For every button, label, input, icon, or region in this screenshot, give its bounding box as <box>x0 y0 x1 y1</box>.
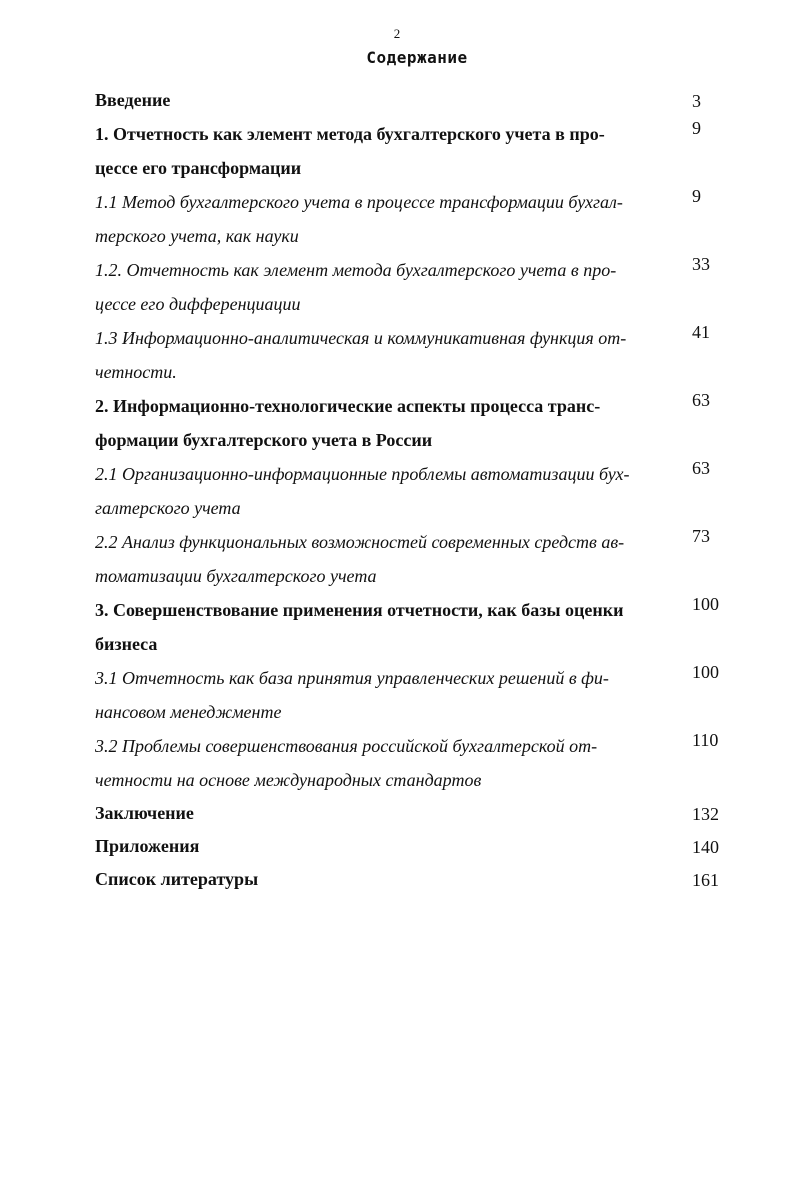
toc-entry-line: галтерского учета <box>95 498 241 518</box>
toc-entry-title <box>95 525 677 593</box>
toc-entry-line: 1.2. Отчетность как элемент метода бухгалтерского учета в про- <box>95 260 617 280</box>
toc-entry <box>95 593 735 661</box>
toc-entry-page: 110 <box>692 730 719 750</box>
toc-entry-page: 9 <box>692 186 701 206</box>
toc-entry <box>95 185 735 253</box>
toc-entry-line: 2.1 Организационно-информационные проблемы автоматизации бух- <box>95 464 630 484</box>
toc-entry-line: 1.1 Метод бухгалтерского учета в процессе трансформации бухгал- <box>95 192 623 212</box>
toc-entry-line: Приложения <box>95 836 200 856</box>
toc-entry <box>95 321 735 389</box>
toc-entry-line: терского учета, как науки <box>95 226 299 246</box>
toc-entry-line: Список литературы <box>95 869 259 889</box>
toc-entry-line: 3.1 Отчетность как база принятия управленческих решений в фи- <box>95 668 609 688</box>
toc-entry-line: 2.2 Анализ функциональных возможностей современных средств ав- <box>95 532 625 552</box>
toc-entry <box>95 525 735 593</box>
toc-entry-title <box>95 863 677 896</box>
toc-entry-title <box>95 457 677 525</box>
page-number: 2 <box>393 26 401 41</box>
toc-entry-title <box>95 185 677 253</box>
toc-entry <box>95 457 735 525</box>
toc-entry-page: 9 <box>692 118 701 138</box>
toc-entry <box>95 729 735 797</box>
toc-entry <box>95 253 735 321</box>
toc-entry-title <box>95 797 677 830</box>
toc-entry-title <box>95 321 677 389</box>
toc-entry-line: четности на основе международных стандартов <box>95 770 482 790</box>
toc-entry-line: цессе его трансформации <box>95 158 302 178</box>
toc-entry <box>95 84 735 117</box>
toc-entry <box>95 863 735 896</box>
toc-entry-line: 1.3 Информационно-аналитическая и коммуникативная функция от- <box>95 328 627 348</box>
toc-entry-page: 41 <box>692 322 710 342</box>
toc-entry-line: 3.2 Проблемы совершенствования российской бухгалтерской от- <box>95 736 598 756</box>
toc-entry-page: 63 <box>692 390 710 410</box>
toc-entry-line: бизнеса <box>95 634 158 654</box>
toc-entry-page: 100 <box>692 662 719 682</box>
toc-entry-line: томатизации бухгалтерского учета <box>95 566 377 586</box>
toc-entry-page: 73 <box>692 526 710 546</box>
toc-entry-title <box>95 253 677 321</box>
toc-entry-page: 33 <box>692 254 710 274</box>
toc-entry-title <box>95 830 677 863</box>
toc-entry-page: 63 <box>692 458 710 478</box>
table-of-contents <box>95 84 735 896</box>
toc-entry-line: четности. <box>95 362 177 382</box>
toc-entry-title <box>95 661 677 729</box>
toc-entry-page: 3 <box>692 91 701 111</box>
toc-entry-line: 1. Отчетность как элемент метода бухгалтерского учета в про- <box>95 124 605 144</box>
toc-entry-line: цессе его дифференциации <box>95 294 301 314</box>
toc-entry <box>95 797 735 830</box>
toc-entry-line: 3. Совершенствование применения отчетности, как базы оценки <box>95 600 624 620</box>
toc-entry <box>95 117 735 185</box>
toc-entry-page: 140 <box>692 837 719 857</box>
toc-entry-page: 100 <box>692 594 719 614</box>
toc-entry-line: нансовом менеджменте <box>95 702 282 722</box>
toc-entry-title <box>95 593 677 661</box>
toc-entry-title <box>95 729 677 797</box>
toc-title: Содержание <box>366 48 468 67</box>
toc-entry <box>95 830 735 863</box>
toc-entry-line: 2. Информационно-технологические аспекты процесса транс- <box>95 396 601 416</box>
toc-entry-title <box>95 389 677 457</box>
toc-entry-page: 132 <box>692 804 719 824</box>
toc-entry-title <box>95 117 677 185</box>
toc-entry-page: 161 <box>692 870 719 890</box>
toc-entry-line: формации бухгалтерского учета в России <box>95 430 433 450</box>
toc-entry <box>95 389 735 457</box>
toc-entry-line: Заключение <box>95 803 194 823</box>
toc-entry <box>95 661 735 729</box>
toc-entry-line: Введение <box>95 90 171 110</box>
toc-entry-title <box>95 84 677 117</box>
